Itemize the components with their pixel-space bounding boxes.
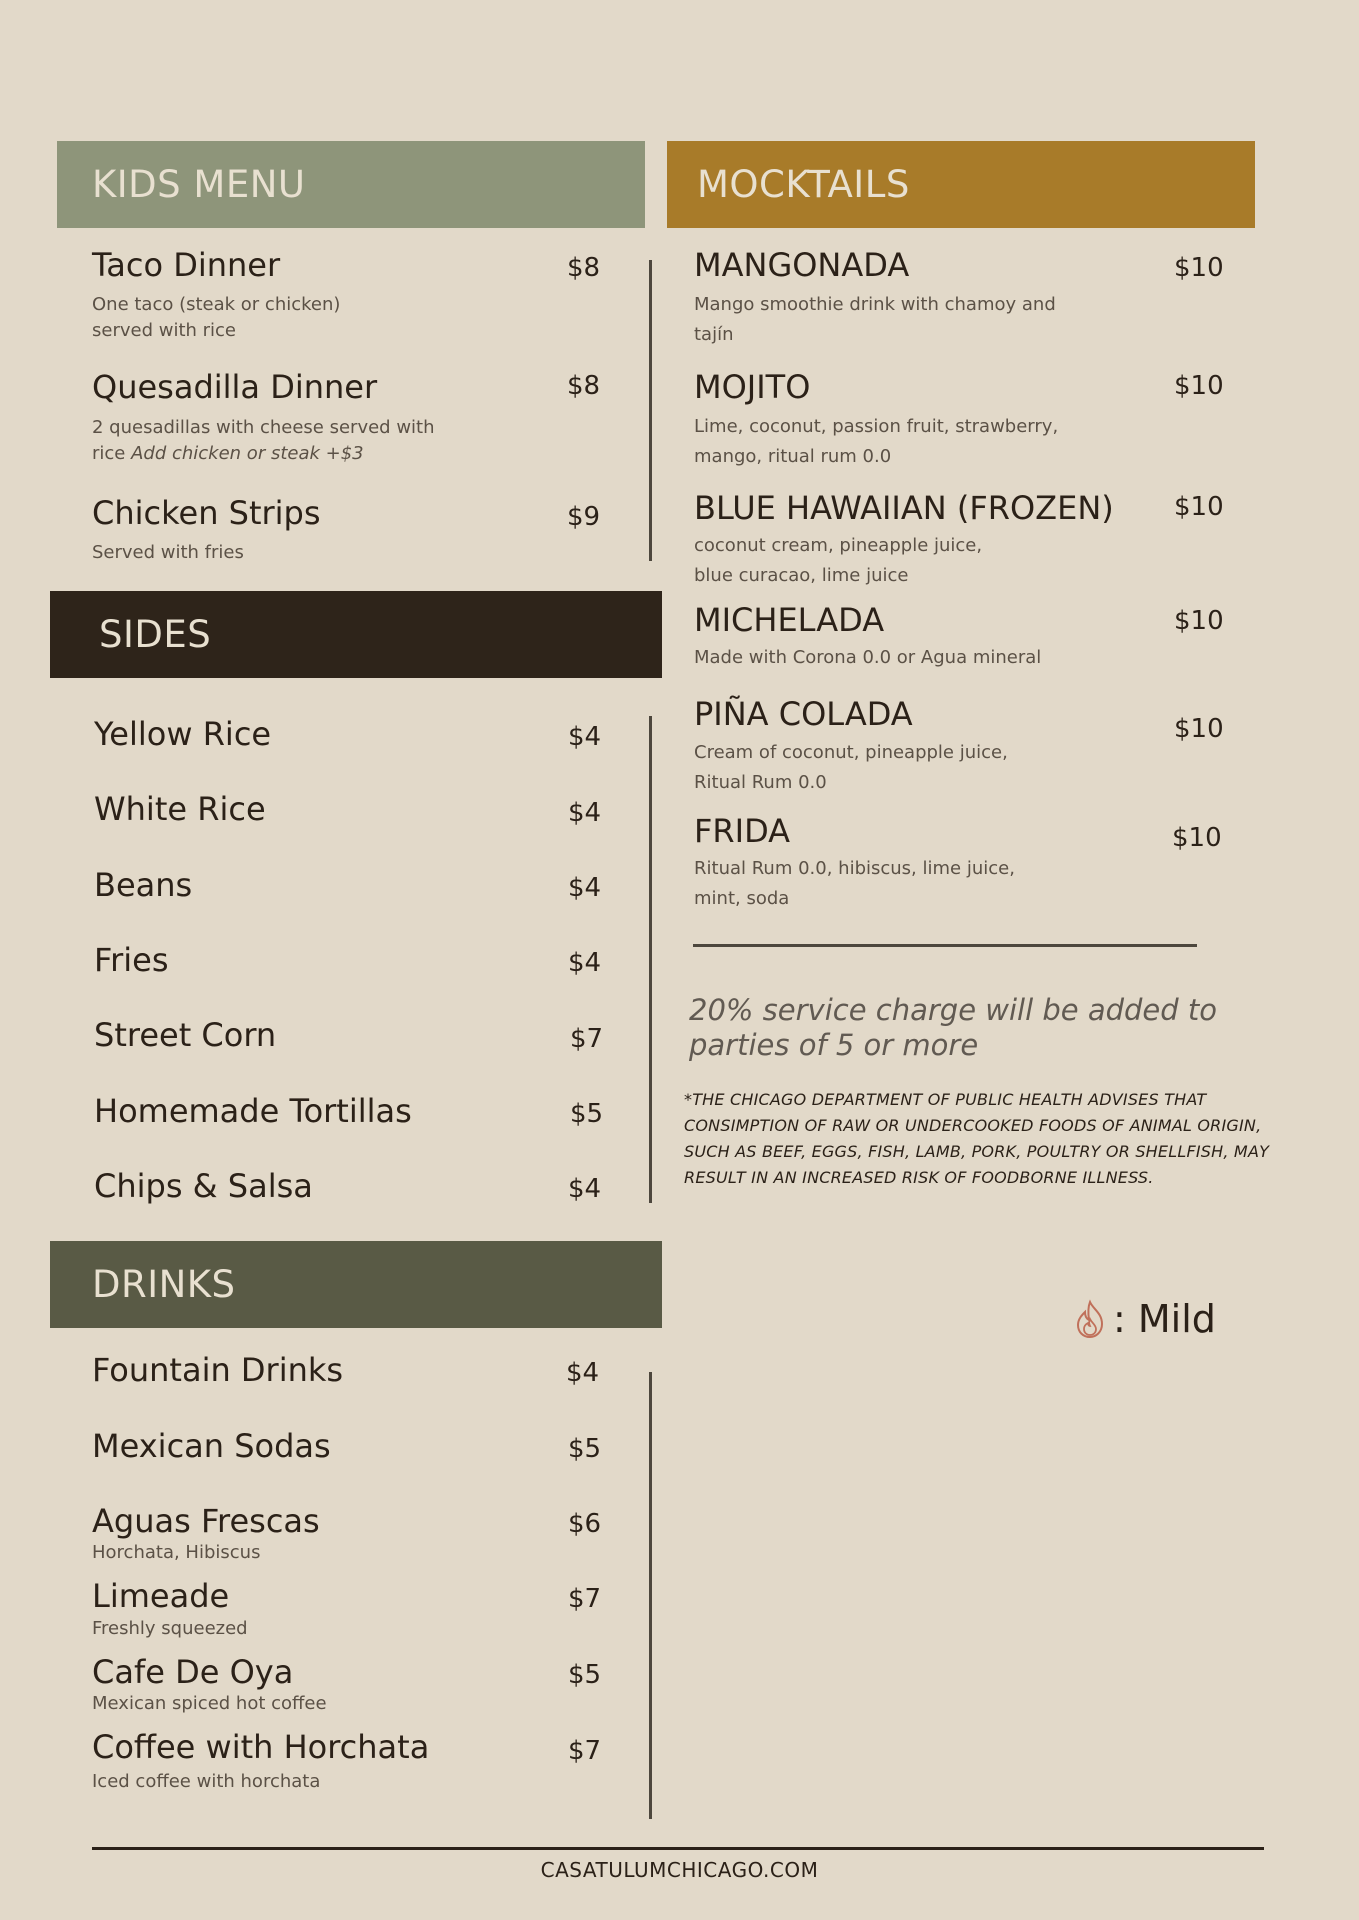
spice-legend	[1073, 1297, 1216, 1341]
drink-item-price: $7	[568, 1584, 602, 1614]
menu-item-desc: Served with fries	[92, 542, 244, 563]
mocktail-desc: Made with Corona 0.0 or Agua mineral	[694, 647, 1042, 668]
mocktail-price: $10	[1172, 823, 1222, 853]
flame-icon	[1073, 1299, 1107, 1339]
mocktail-desc: Cream of coconut, pineapple juice, Ritual Rum 0.0	[694, 742, 1008, 793]
mocktail-desc: Mango smoothie drink with chamoy and tajín	[694, 294, 1056, 345]
footer-website[interactable]: CASATULUMCHICAGO.COM	[540, 1858, 819, 1882]
mocktail-desc: coconut cream, pineapple juice, blue curacao, lime juice	[694, 535, 983, 586]
drink-item-desc: Freshly squeezed	[92, 1618, 248, 1639]
drink-item-price: $7	[568, 1736, 602, 1766]
drink-item-name: Fountain Drinks	[92, 1351, 344, 1389]
mocktails-divider-line	[693, 944, 1197, 947]
menu-item-desc: One taco (steak or chicken) served with rice	[92, 294, 341, 341]
footer-rule	[92, 1847, 1264, 1850]
side-item-price: $4	[568, 722, 602, 752]
mocktails-header	[667, 141, 1255, 228]
drink-item-price: $6	[568, 1509, 602, 1539]
side-item-price: $4	[568, 798, 602, 828]
mocktail-price: $10	[1174, 606, 1224, 636]
drink-item-name: Aguas Frescas	[92, 1502, 320, 1540]
mocktail-name: MOJITO	[694, 368, 811, 406]
kids-menu-title: KIDS MENU	[92, 163, 306, 206]
mocktails-title: MOCKTAILS	[697, 163, 910, 206]
drink-item-desc: Mexican spiced hot coffee	[92, 1693, 327, 1714]
mocktail-name: PIÑA COLADA	[694, 695, 913, 733]
drink-item-desc: Horchata, Hibiscus	[92, 1542, 261, 1563]
side-item-price: $5	[570, 1099, 604, 1129]
mocktail-name: MICHELADA	[694, 601, 885, 639]
side-item-name: Chips & Salsa	[94, 1167, 313, 1205]
menu-item-price: $8	[567, 371, 601, 401]
drink-item-price: $4	[566, 1358, 600, 1388]
sides-title: SIDES	[99, 613, 212, 656]
drink-item-price: $5	[568, 1434, 602, 1464]
sides-header	[50, 591, 662, 678]
health-advisory-note: *THE CHICAGO DEPARTMENT OF PUBLIC HEALTH ADVISES THAT CONSIMPTION OF RAW OR UNDERCOOKED FOODS OF ANIMAL ORIGIN, SUCH AS BEEF, EGGS, FISH, LAMB, PORK, POULTRY OR SHELLFISH, MAY RESULT IN AN INCREASED RISK OF FOODBORNE ILLNESS.	[684, 1090, 1270, 1187]
mocktail-desc: Ritual Rum 0.0, hibiscus, lime juice, mint, soda	[694, 858, 1015, 909]
side-item-price: $4	[568, 948, 602, 978]
mocktail-price: $10	[1174, 492, 1224, 522]
mocktail-desc: Lime, coconut, passion fruit, strawberry, mango, ritual rum 0.0	[694, 416, 1059, 467]
mocktail-price: $10	[1174, 371, 1224, 401]
drink-item-name: Limeade	[92, 1577, 230, 1615]
mocktail-name: BLUE HAWAIIAN (FROZEN)	[694, 489, 1114, 527]
side-item-price: $4	[568, 1174, 602, 1204]
mocktail-name: FRIDA	[694, 812, 791, 850]
drink-item-name: Cafe De Oya	[92, 1653, 294, 1691]
drink-item-price: $5	[568, 1660, 602, 1690]
menu-item-name: Taco Dinner	[92, 246, 281, 284]
side-item-name: Beans	[94, 866, 193, 904]
mocktail-price: $10	[1174, 253, 1224, 283]
side-item-name: White Rice	[94, 790, 266, 828]
spice-legend-label: : Mild	[1113, 1297, 1216, 1341]
mocktail-price: $10	[1174, 714, 1224, 744]
kids-divider-line	[649, 260, 652, 561]
side-item-price: $7	[570, 1024, 604, 1054]
side-item-price: $4	[568, 873, 602, 903]
mocktail-name: MANGONADA	[694, 246, 910, 284]
sides-divider-line	[649, 716, 652, 1203]
drink-item-desc: Iced coffee with horchata	[92, 1771, 321, 1792]
side-item-name: Street Corn	[94, 1016, 277, 1054]
side-item-name: Fries	[94, 941, 169, 979]
menu-item-desc: 2 quesadillas with cheese served with rice Add chicken or steak +$3	[92, 417, 435, 464]
menu-item-price: $8	[567, 253, 601, 283]
menu-item-price: $9	[567, 502, 601, 532]
menu-item-name: Quesadilla Dinner	[92, 368, 378, 406]
menu-item-name: Chicken Strips	[92, 494, 321, 532]
side-item-name: Homemade Tortillas	[94, 1092, 412, 1130]
kids-menu-header	[57, 141, 645, 228]
drink-item-name: Mexican Sodas	[92, 1427, 331, 1465]
drink-item-name: Coffee with Horchata	[92, 1728, 430, 1766]
drinks-title: DRINKS	[92, 1263, 236, 1306]
drinks-header	[50, 1241, 662, 1328]
service-charge-note: 20% service charge will be added to parties of 5 or more	[689, 993, 1218, 1062]
side-item-name: Yellow Rice	[94, 715, 272, 753]
drinks-divider-line	[649, 1372, 652, 1819]
